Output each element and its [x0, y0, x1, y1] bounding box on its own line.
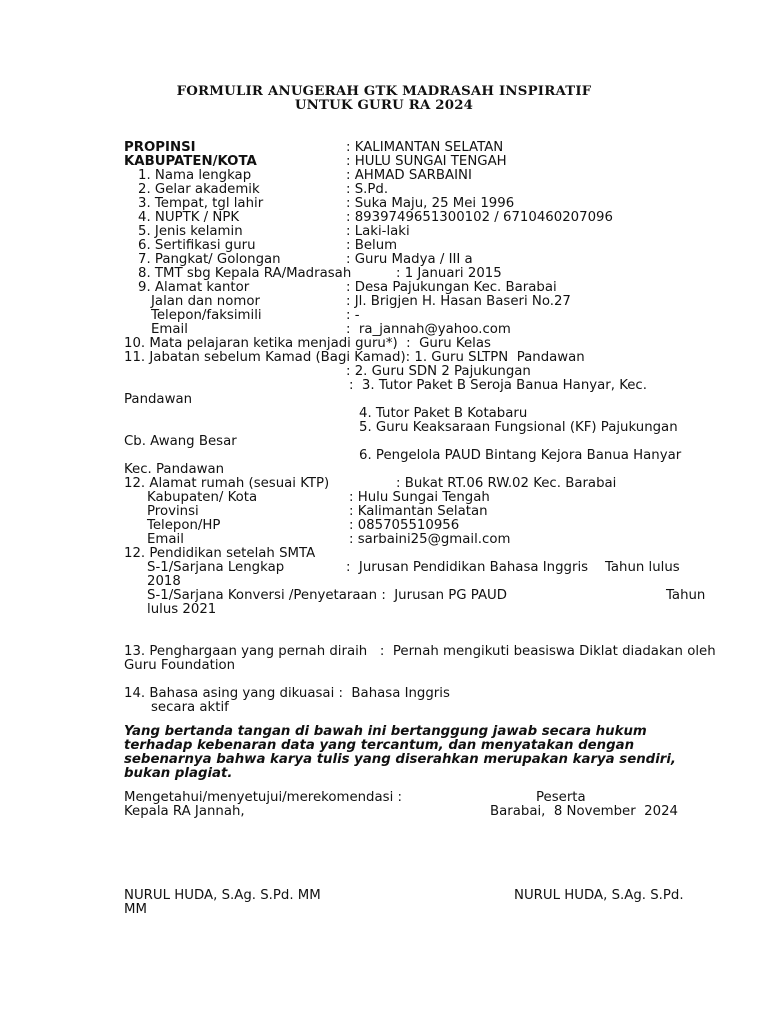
field-3-value: : Suka Maju, 25 Mei 1996 [346, 196, 515, 211]
field-9-label: 9. Alamat kantor [138, 280, 250, 295]
field-11-item-6: 6. Pengelola PAUD Bintang Kejora Banua Hanyar [359, 448, 682, 463]
field-11-item-2: : 2. Guru SDN 2 Pajukungan [346, 364, 531, 379]
provinsi2-value: : Kalimantan Selatan [349, 504, 488, 519]
statement-line-4: bukan plagiat. [124, 766, 233, 781]
field-12-label: 12. Alamat rumah (sesuai KTP) [124, 476, 330, 491]
statement-line-2: terhadap kebenaran data yang tercantum, dan menyatakan dengan [124, 738, 635, 753]
kabupaten-label: KABUPATEN/KOTA [124, 154, 257, 169]
field-11-item-5-wrap: Cb. Awang Besar [124, 434, 237, 449]
s1-konversi-tahun: Tahun [666, 588, 706, 603]
participant-label: Peserta [536, 790, 586, 805]
field-14-wrap: secara aktif [151, 700, 229, 715]
jalan-value: : Jl. Brigjen H. Hasan Baseri No.27 [346, 294, 571, 309]
field-5-value: : Laki-laki [346, 224, 410, 239]
field-11: 11. Jabatan sebelum Kamad (Bagi Kamad): 1. Guru SLTPN Pandawan [124, 350, 585, 365]
field-8-label: 8. TMT sbg Kepala RA/Madrasah [138, 266, 352, 281]
field-6-value: : Belum [346, 238, 398, 253]
kabupaten-value: : HULU SUNGAI TENGAH [346, 154, 507, 169]
provinsi2-label: Provinsi [147, 504, 199, 519]
field-2-label: 2. Gelar akademik [138, 182, 260, 197]
field-10: 10. Mata pelajaran ketika menjadi guru*) : Guru Kelas [124, 336, 491, 351]
field-9-value: : Desa Pajukungan Kec. Barabai [346, 280, 557, 295]
field-14: 14. Bahasa asing yang dikuasai : Bahasa Inggris [124, 686, 450, 701]
s1-konversi-label: S-1/Sarjana Konversi /Penyetaraan : Jurusan PG PAUD [147, 588, 508, 603]
field-4-label: 4. NUPTK / NPK [138, 210, 240, 225]
field-13: 13. Penghargaan yang pernah diraih : Pernah mengikuti beasiswa Diklat diadakan oleh [124, 644, 716, 659]
statement-line-3: sebenarnya bahwa karya tulis yang diserahkan merupakan karya sendiri, [124, 752, 676, 767]
field-11-item-3-wrap: Pandawan [124, 392, 193, 407]
principal-title: Kepala RA Jannah, [124, 804, 245, 819]
participant-name: NURUL HUDA, S.Ag. S.Pd. [514, 888, 684, 903]
email2-value: : sarbaini25@gmail.com [349, 532, 511, 547]
field-11-item-5: 5. Guru Keaksaraan Fungsional (KF) Pajukungan [359, 420, 678, 435]
hp-label: Telepon/HP [147, 518, 221, 533]
field-3-label: 3. Tempat, tgl lahir [138, 196, 264, 211]
kabupaten2-value: : Hulu Sungai Tengah [349, 490, 490, 505]
principal-name: NURUL HUDA, S.Ag. S.Pd. MM [124, 888, 321, 903]
propinsi-value: : KALIMANTAN SELATAN [346, 140, 504, 155]
telfax-value: : - [346, 308, 360, 323]
field-11-item-4: 4. Tutor Paket B Kotabaru [359, 406, 528, 421]
form-title-line1: FORMULIR ANUGERAH GTK MADRASAH INSPIRATIF [176, 84, 592, 99]
kabupaten2-label: Kabupaten/ Kota [147, 490, 258, 505]
field-1-value: : AHMAD SARBAINI [346, 168, 472, 183]
field-1-label: 1. Nama lengkap [138, 168, 252, 183]
approval-label: Mengetahui/menyetujui/merekomendasi : [124, 790, 402, 805]
field-13-wrap: Guru Foundation [124, 658, 236, 673]
field-6-label: 6. Sertifikasi guru [138, 238, 256, 253]
place-date: Barabai, 8 November 2024 [490, 804, 679, 819]
field-12-value: : Bukat RT.06 RW.02 Kec. Barabai [396, 476, 617, 491]
field-8-value: : 1 Januari 2015 [396, 266, 502, 281]
email-value: : ra_jannah@yahoo.com [346, 322, 511, 337]
s1-konversi-year: lulus 2021 [147, 602, 217, 617]
jalan-label: Jalan dan nomor [151, 294, 260, 309]
field-7-label: 7. Pangkat/ Golongan [138, 252, 281, 267]
telfax-label: Telepon/faksimili [151, 308, 262, 323]
field-5-label: 5. Jenis kelamin [138, 224, 243, 239]
s1-value: : Jurusan Pendidikan Bahasa Inggris Tahun lulus [346, 560, 680, 575]
field-4-value: : 8939749651300102 / 6710460207096 [346, 210, 613, 225]
email2-label: Email [147, 532, 184, 547]
statement-line-1: Yang bertanda tangan di bawah ini bertanggung jawab secara hukum [124, 724, 647, 739]
email-label: Email [151, 322, 188, 337]
field-12b-education: 12. Pendidikan setelah SMTA [124, 546, 316, 561]
propinsi-label: PROPINSI [124, 140, 196, 155]
field-11-item-6-wrap: Kec. Pandawan [124, 462, 225, 477]
hp-value: : 085705510956 [349, 518, 460, 533]
principal-name-wrap: MM [124, 902, 147, 917]
field-7-value: : Guru Madya / III a [346, 252, 473, 267]
field-2-value: : S.Pd. [346, 182, 389, 197]
form-title-line2: UNTUK GURU RA 2024 [294, 98, 474, 113]
field-11-item-3: : 3. Tutor Paket B Seroja Banua Hanyar, Kec. [349, 378, 647, 393]
s1-year: 2018 [147, 574, 181, 589]
s1-label: S-1/Sarjana Lengkap [147, 560, 285, 575]
